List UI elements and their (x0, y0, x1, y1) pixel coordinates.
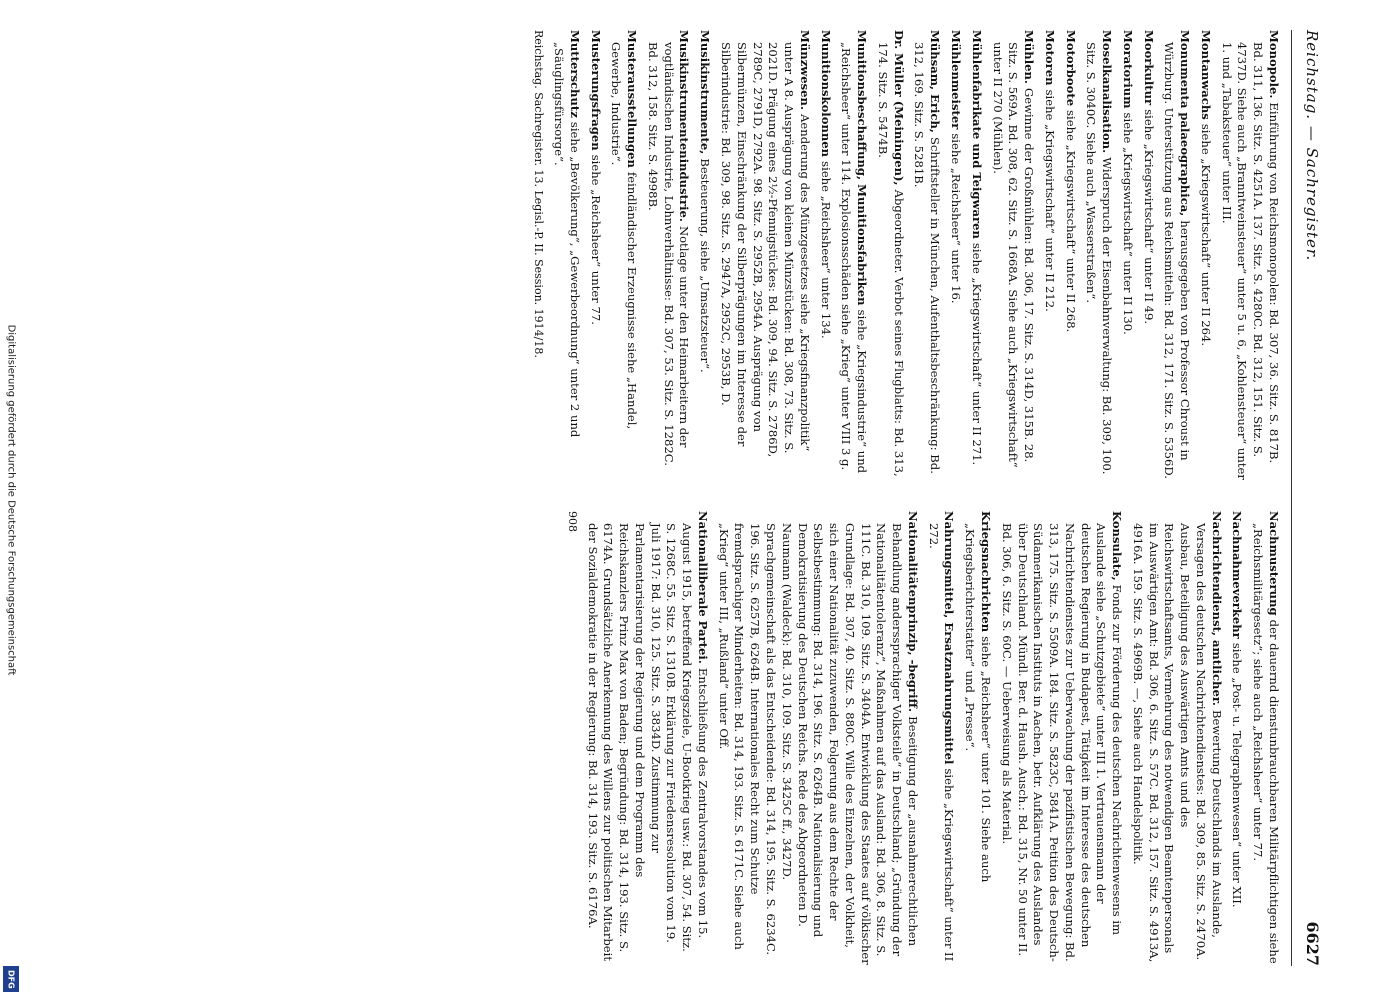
register-entry (817, 30, 833, 485)
entry-heading: Münzwesen. (797, 30, 812, 115)
dfg-credit-strip (0, 0, 22, 1000)
entry-text: Widerspruch der Eisenbahnverwaltung: Bd. 309, 100. Sitz. S. 3040C. Siehe auch „Wasserstraßen“. (1084, 42, 1115, 475)
entry-heading: Moorkultur (1141, 30, 1156, 110)
entry-text: siehe „Reichsheer“ unter 16. (948, 133, 963, 304)
entry-heading: Musterungsfragen (588, 30, 603, 155)
register-entry (1218, 30, 1281, 485)
register-entry (1249, 511, 1281, 966)
entry-heading: Monopole. (1267, 30, 1281, 103)
entry-text: siehe „Reichsheer“ unter 77. (588, 154, 603, 325)
entry-text: Beseitigung der „ausnahmerechtlichen Behandlung anderssprachiger Volksteile“ in Deutschland; „Gründung der Nationalitätentoleranz“, Maßnahmen auf das Ausland: Bd. 306, 8. Sitz. S. 111C. Bd. 310, 109. Sitz. S. 3404A. Entwicklung des Staates auf völkischer Grundlage: Bd. 307, 40. Sitz. S. 880C. Wille des Einzelnen, der Volkheit, sich einer Nationalität zuzuwenden, Folgerung aus dem Rechte der Selbstbestimmung: Bd. 314, 196. Sitz. S. 6264B. Nationalisierung und Demokratisierung des Deutschen Reichs. Rede des Abgeordneten D. Naumann (Waldeck): Bd. 310, 109. Sitz. S. 3425C ff., 3427D. Sprachgemeinschaft als das Entscheidende: Bd. 314, 195. Sitz. S. 6234C. 196. Sitz. S. 6257B, 6264B. Internationales Recht zum Schutze fremdsprachiger Minderheiten: Bd. 314, 193. Sitz. S. 6171C. Siehe auch „Krieg“ unter III, „Rußland“ unter Off. (716, 523, 920, 965)
register-entry (644, 30, 691, 485)
entry-text: Fonds zur Förderung des deutschen Nachrichtenwesens im Auslande siehe „Schutzgebiete“ unter III 1. Vertrauensmann der deutschen Regierung in Budapest, Tätigkeit im Interesse des deutschen Nachrichtendienstes zur Ueberwachung der pazifistischen Bewegung: Bd. 313, 175. Sitz. S. 5509A. 184. Sitz. S. 5823C, 5841A. Petition des Deutsch-Südamerikanischen Instituts in Aachen, betr. Aufklärung des Auslandes über Deutschland. Mündl. Ber. d. Haush. Ausch.: Bd. 315, Nr. 50 unter II. Bd. 306, 6. Sitz. S. 60C. — Ueberweisung als Material. (999, 523, 1125, 962)
register-entry (911, 30, 943, 485)
register-entry (925, 511, 957, 966)
entry-text: siehe „Kriegswirtschaft“ unter II 264. (1198, 123, 1213, 347)
entry-text: siehe „Reichsheer“ unter 134. (818, 161, 833, 339)
register-entry (1197, 30, 1213, 485)
entry-heading: Motoren (1042, 30, 1057, 90)
entry-heading: Konsulate, (1110, 511, 1125, 585)
entry-text: siehe „Kriegswirtschaft“ unter II 212. (1042, 89, 1057, 312)
register-entry (1041, 30, 1057, 485)
register-entry (587, 30, 603, 485)
entry-text: siehe „Post- u. Telegraphenwesen“ unter XII. (1230, 642, 1245, 908)
entry-heading: Nationalliberale Partei. (695, 511, 710, 668)
column-footer: 908 (565, 511, 579, 532)
entry-text: siehe „Kriegswirtschaft“ unter II 272. (926, 523, 957, 962)
entry-text: Schriftsteller in München, Aufenthaltsbeschränkung: Bd. 312, 169. Sitz. S. 5281B. (912, 42, 943, 474)
entry-text: der dauernd dienstunbrauchbaren Militärpflichtigen siehe „Reichsmilitärgesetz“; siehe auch „Reichsheer“ unter 77. (1251, 523, 1281, 964)
page-header (1291, 30, 1322, 966)
entry-heading: Nachmusterung (1267, 511, 1281, 620)
text-columns (101, 30, 1281, 966)
register-entry (961, 511, 993, 966)
entry-heading: Nachrichtendienst, amtlicher. (1209, 511, 1224, 710)
right-column (101, 511, 1281, 966)
register-entry (608, 30, 640, 485)
entry-text: Gewinne der Großmühlen: Bd. 306, 17. Sitz. S. 314D, 315B. 28. Sitz. S. 569A. Bd. 308, 62. Sitz. S. 1668A. Siehe auch „Kriegswirtschaft“ unter II 270 (Mühlen). (990, 42, 1037, 468)
page-number: 6627 (1303, 921, 1322, 966)
entry-heading: Dr. Müller (Meiningen), (891, 30, 906, 190)
register-entry (697, 30, 713, 485)
register-entry (968, 30, 984, 485)
entry-heading: Montanwachs (1198, 30, 1213, 124)
entry-heading: Munitionskolonnen (818, 30, 833, 162)
entry-heading: Mühsam, Erich, (928, 30, 943, 137)
register-entry (998, 511, 1124, 966)
register-entry (1083, 30, 1115, 485)
register-entry (584, 511, 710, 966)
entry-heading: Musterausstellungen (625, 30, 640, 172)
register-entry (989, 30, 1036, 485)
entry-heading: Musikinstrumentenindustrie. (677, 30, 692, 226)
register-entry (1062, 30, 1078, 485)
page-rotated-content (60, 0, 1340, 1000)
register-entry (874, 30, 906, 485)
dfg-credit-text: Digitalisierung gefördert durch die Deutsche Forschungsgemeinschaft (5, 324, 17, 676)
entry-heading: Monumenta palaeographica, (1178, 30, 1193, 221)
entry-text: siehe „Kriegswirtschaft“ unter II 130. (1120, 112, 1135, 335)
entry-heading: Mühlenmeister (948, 30, 963, 134)
entry-text: siehe „Kriegswirtschaft“ unter II 49. (1141, 109, 1156, 325)
left-column (101, 30, 1281, 485)
entry-text: siehe „Kriegswirtschaft“ unter II 268. (1063, 110, 1078, 333)
entry-text: Abgeordneter. Verbot seines Flugblatts: Bd. 313, 174. Sitz. S. 5474B. (875, 42, 906, 477)
register-entry (838, 30, 870, 485)
register-entry (1140, 30, 1156, 485)
entry-heading: Moselkanalisation. (1100, 30, 1115, 158)
column-footer: Reichstag. Sachregister. 13. Legisl.-P. II. Session. 1914/18. (532, 30, 546, 358)
entry-heading: Kriegsnachrichten (978, 511, 993, 637)
entry-text: Besteuerung, siehe „Umsatzsteuer“. (698, 158, 713, 373)
register-entry (1161, 30, 1193, 485)
dfg-logo-icon: DFG (3, 966, 19, 992)
register-entry (947, 30, 963, 485)
running-title: Reichstag. — Sachregister. (1303, 30, 1321, 262)
entry-text: siehe „Reichsheer“ unter 101. Siehe auch „Kriegsberichterstatter“ und „Presse“. (963, 523, 993, 883)
register-entry (715, 511, 920, 966)
entry-text: siehe „Kriegswirtschaft“ unter II 271. (969, 242, 984, 466)
entry-text: Bewertung Deutschlands im Auslande, Versagen des deutschen Nachrichtendienstes: Bd. 309, 85. Sitz. S. 2470A. Ausbau, Beteiligung des Auswärtigen Amts und des Reichswirtschaftsamts, Vermehrung des notwendigen Beamtenpersonals im Auswärtigen Amt: Bd. 306, 6. Sitz. S. 57C. Bd. 312, 157. Sitz. S. 4913A, 4916A. 159. Sitz. S. 4969B. —, Siehe auch Handelspolitik. (1130, 523, 1224, 963)
entry-text: siehe „Bevölkerung“, „Gewerbeordnung“ unter 2 und „Säuglingsfürsorge“. (552, 42, 582, 438)
register-entry (1129, 511, 1224, 966)
entry-text: Aenderung des Münzgesetzes siehe „Kriegsfinanzpolitik“ unter A 8. Ausprägung von kleinen Münzstücken: Bd. 308, 73. Sitz. S. 2021D. Prägung eines 2½-Pfennigstückes: Bd. 309, 94. Sitz. S. 2786D, 2789C, 2791D, 2792A. 98. Sitz. S. 2952B, 2954A. Ausprägung von Silbermünzen, Einschränkung der Silberprägungen im Interesse der Silberindustrie: Bd. 309, 98. Sitz. S. 2947A, 2952C, 2953B, D. (719, 42, 812, 458)
register-entry (550, 30, 582, 485)
register-entry (1119, 30, 1135, 485)
entry-heading: Mühlen. (1022, 30, 1037, 88)
entry-heading: Munitionsbeschaffung, Munitionsfabriken (855, 30, 870, 310)
entry-text: Entschließung des Zentralvorstandes vom 15. August 1915, betreffend Kriegsziele, U-Bootkrieg usw.: Bd. 307, 54. Sitz. S. 1268C. 55. Sitz. S. 1310B. Erklärung zur Friedensresolution vom 19. Juli 1917: Bd. 310, 125. Sitz. S. 3834D. Zustimmung zur Parlamentarisierung der Regierung und dem Programm des Reichskanzlers Prinz Max von Baden; Begründung: Bd. 314, 193. Sitz. S. 6174A. Grundsätzliche Anerkennung des Willens zur politischen Mitarbeit der Sozialdemokratie in der Regierung: Bd. 314, 193. Sitz. S. 6176A. (585, 523, 710, 962)
entry-heading: Moratorium (1120, 30, 1135, 113)
entry-heading: Motorboote (1063, 30, 1078, 111)
entry-heading: Mühlenfabrikate und Teigwaren (969, 30, 984, 243)
entry-heading: Musikinstrumente, (698, 30, 713, 159)
entry-heading: Nationalitätenprinzip, -begriff. (905, 511, 920, 717)
entry-heading: Mutterschutz (567, 30, 582, 122)
entry-text: siehe „Kriegsindustrie“ und „Reichsheer“ unter 114. Explosionsschäden siehe „Krieg“ unter VIII 3 g. (839, 42, 870, 474)
entry-text: Einführung von Reichsmonopolen: Bd. 307, 36. Sitz. S. 817B. Bd. 311, 136. Sitz. S. 4251A. 137. Sitz. S. 4280C. Bd. 312, 151. Sitz. S. 4737D. Siehe auch „Branntweinsteuer“ unter 5 u. 6, „Kohlensteuer“ unter 1. und „Tabaksteuer“ unter III. (1219, 42, 1281, 480)
entry-heading: Nachnahmeverkehr (1230, 511, 1245, 643)
entry-heading: Nahrungsmittel, Ersatznahrungsmittel (942, 511, 957, 769)
register-entry (717, 30, 812, 485)
scanned-page (60, 0, 1340, 1000)
entry-text: Notlage unter den Heimarbeitern der vogtländischen Industrie, Lohnverhältnisse: Bd. 307, 53. Sitz. S. 1282C. Bd. 312, 158. Sitz. S. 4998B. (645, 42, 692, 466)
entry-text: feindländischer Erzeugnisse siehe „Handel, Gewerbe, Industrie“. (609, 42, 640, 430)
register-entry (1229, 511, 1245, 966)
entry-text: herausgegeben von Professor Chroust in Würzburg. Unterstützung aus Reichsmitteln: Bd. 312, 171. Sitz. S. 5356D. (1162, 42, 1193, 479)
